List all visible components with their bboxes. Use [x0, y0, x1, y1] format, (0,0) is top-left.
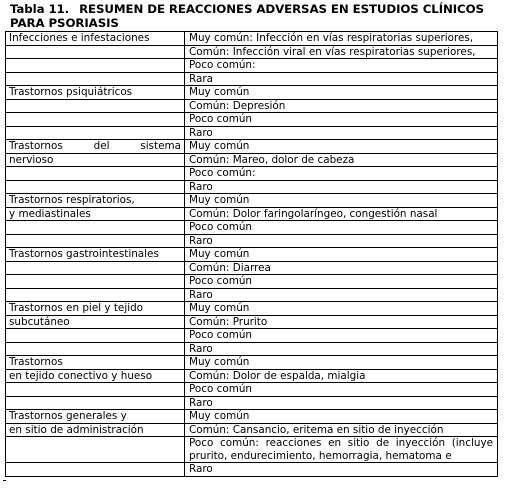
frequency-cell: Común: Dolor faringolaríngeo, congestión nasal — [185, 207, 498, 221]
table-title — [10, 2, 522, 30]
frequency-cell: Poco común — [185, 275, 498, 289]
system-organ-class-cell: Trastornos en piel y tejido — [6, 302, 185, 316]
table-row — [6, 153, 498, 167]
frequency-cell: Raro — [185, 234, 498, 248]
frequency-cell: Raro — [185, 463, 498, 477]
table-row — [6, 369, 498, 383]
frequency-cell: Poco común: — [185, 167, 498, 181]
frequency-cell: Común: Infección viral en vías respiratorias superiores, — [185, 45, 498, 59]
adverse-reactions-table — [5, 31, 498, 477]
system-organ-class-cell — [6, 261, 185, 275]
system-organ-class-cell: Trastornos respiratorios, — [6, 194, 185, 208]
frequency-cell: Poco común — [185, 383, 498, 397]
frequency-cell: Muy común — [185, 356, 498, 370]
table-row — [6, 126, 498, 140]
system-organ-class-cell — [6, 99, 185, 113]
system-organ-class-cell: Trastornos del sistema — [6, 140, 185, 154]
table-row — [6, 410, 498, 424]
system-organ-class-cell — [6, 167, 185, 181]
corner-mark — [3, 480, 6, 481]
table-row — [6, 396, 498, 410]
system-organ-class-cell — [6, 45, 185, 59]
table-row — [6, 99, 498, 113]
table-row — [6, 221, 498, 235]
table-row — [6, 207, 498, 221]
table-row — [6, 140, 498, 154]
system-organ-class-cell — [6, 59, 185, 73]
system-organ-class-cell — [6, 126, 185, 140]
table-row — [6, 86, 498, 100]
table-row — [6, 113, 498, 127]
frequency-cell: Poco común: — [185, 59, 498, 73]
table-row — [6, 59, 498, 73]
table-row — [6, 275, 498, 289]
table-row — [6, 72, 498, 86]
table-title-text: RESUMEN DE REACCIONES ADVERSAS EN ESTUDIOS CLÍNICOS — [79, 2, 484, 16]
frequency-cell: Muy común — [185, 410, 498, 424]
system-organ-class-cell: en sitio de administración — [6, 423, 185, 437]
table-row — [6, 248, 498, 262]
system-organ-class-cell: Trastornos — [6, 356, 185, 370]
system-organ-class-cell: nervioso — [6, 153, 185, 167]
frequency-cell: Raro — [185, 342, 498, 356]
frequency-cell: Muy común — [185, 86, 498, 100]
frequency-cell: Raro — [185, 396, 498, 410]
table-row — [6, 194, 498, 208]
frequency-cell: Común: Dolor de espalda, mialgia — [185, 369, 498, 383]
system-organ-class-cell — [6, 180, 185, 194]
system-organ-class-cell — [6, 329, 185, 343]
table-row — [6, 32, 498, 46]
frequency-cell: Raro — [185, 288, 498, 302]
table-title-line-1 — [10, 2, 522, 16]
table-row — [6, 463, 498, 477]
system-organ-class-cell — [6, 72, 185, 86]
frequency-cell: Muy común — [185, 194, 498, 208]
table-row — [6, 302, 498, 316]
frequency-cell: Poco común: reacciones en sitio de inyección (incluye prurito, endurecimiento, hemorragia, hematoma e — [185, 437, 498, 463]
frequency-cell: Común: Cansancio, eritema en sitio de inyección — [185, 423, 498, 437]
table-row — [6, 180, 498, 194]
system-organ-class-cell — [6, 288, 185, 302]
system-organ-class-cell — [6, 396, 185, 410]
table-row — [6, 329, 498, 343]
table-row — [6, 315, 498, 329]
table-row — [6, 45, 498, 59]
frequency-cell: Poco común — [185, 329, 498, 343]
frequency-cell: Rara — [185, 72, 498, 86]
system-organ-class-cell: en tejido conectivo y hueso — [6, 369, 185, 383]
frequency-cell: Común: Diarrea — [185, 261, 498, 275]
system-organ-class-cell — [6, 342, 185, 356]
frequency-cell: Raro — [185, 126, 498, 140]
table-row — [6, 261, 498, 275]
system-organ-class-cell — [6, 113, 185, 127]
table-row — [6, 234, 498, 248]
system-organ-class-cell: subcutáneo — [6, 315, 185, 329]
system-organ-class-cell: Infecciones e infestaciones — [6, 32, 185, 46]
table-row — [6, 383, 498, 397]
frequency-cell: Común: Depresión — [185, 99, 498, 113]
frequency-cell: Muy común — [185, 140, 498, 154]
system-organ-class-cell — [6, 275, 185, 289]
frequency-cell: Muy común — [185, 302, 498, 316]
system-organ-class-cell: Trastornos gastrointestinales — [6, 248, 185, 262]
table-number: Tabla 11. — [10, 2, 70, 16]
system-organ-class-cell — [6, 437, 185, 463]
frequency-cell: Muy común — [185, 248, 498, 262]
table-title-line-2: PARA PSORIASIS — [10, 16, 119, 30]
system-organ-class-cell — [6, 463, 185, 477]
table-row — [6, 423, 498, 437]
frequency-cell: Poco común — [185, 113, 498, 127]
system-organ-class-cell: Trastornos psiquiátricos — [6, 86, 185, 100]
frequency-cell: Raro — [185, 180, 498, 194]
table-row — [6, 356, 498, 370]
table-body — [6, 32, 498, 477]
table-row — [6, 342, 498, 356]
frequency-cell: Poco común — [185, 221, 498, 235]
system-organ-class-cell — [6, 221, 185, 235]
frequency-cell: Muy común: Infección en vías respiratorias superiores, — [185, 32, 498, 46]
table-row — [6, 288, 498, 302]
table-row — [6, 167, 498, 181]
system-organ-class-cell — [6, 383, 185, 397]
system-organ-class-cell: Trastornos generales y — [6, 410, 185, 424]
table-row — [6, 437, 498, 463]
frequency-cell: Común: Prurito — [185, 315, 498, 329]
frequency-cell: Común: Mareo, dolor de cabeza — [185, 153, 498, 167]
system-organ-class-cell — [6, 234, 185, 248]
system-organ-class-cell: y mediastinales — [6, 207, 185, 221]
